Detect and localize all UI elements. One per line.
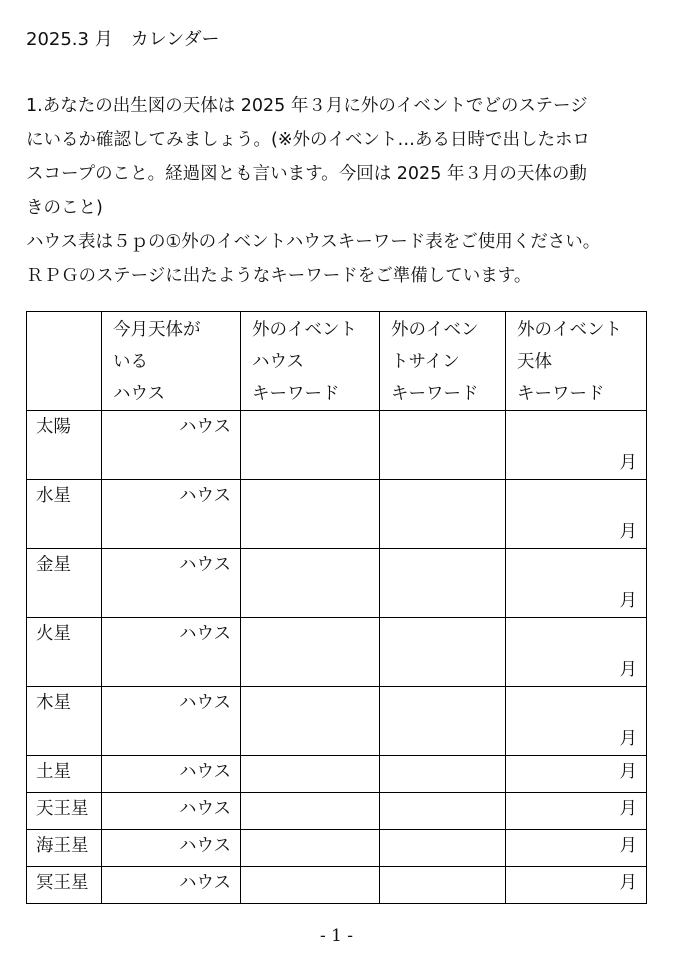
instruction-line: ハウス表は５ｐの①外のイベントハウスキーワード表をご使用ください。 [26,232,601,252]
table-row-jupiter [27,687,647,756]
header-line: 天体 [517,352,552,372]
house-keyword-field[interactable] [241,549,380,618]
sign-keyword-field[interactable] [380,687,506,756]
instruction-line: にいるか確認してみましょう。(※外のイベント…ある日時で出したホロ [26,130,590,150]
house-entry-field[interactable]: ハウス [102,549,241,618]
header-line: 外のイベント [517,320,622,340]
instruction-line: ＲＰＧのステージに出たようなキーワードをご準備しています。 [26,266,532,286]
sign-keyword-field[interactable] [380,793,506,830]
house-entry-field[interactable]: ハウス [102,618,241,687]
header-line: ハウス [252,352,304,372]
table-row-mars [27,618,647,687]
planet-name: 冥王星 [27,867,102,904]
planet-name: 火星 [27,618,102,687]
planet-keyword-field[interactable]: 月 [506,549,647,618]
header-house-keyword [241,312,380,411]
planet-keyword-field[interactable]: 月 [506,480,647,549]
house-entry-field[interactable]: ハウス [102,793,241,830]
sign-keyword-field[interactable] [380,480,506,549]
header-line: 外のイベン [391,320,479,340]
sign-keyword-field[interactable] [380,549,506,618]
planet-keyword-field[interactable]: 月 [506,867,647,904]
house-keyword-field[interactable] [241,618,380,687]
house-entry-field[interactable]: ハウス [102,756,241,793]
planet-keyword-field[interactable]: 月 [506,411,647,480]
header-planet-column [27,312,102,411]
sign-keyword-field[interactable] [380,756,506,793]
header-current-house [102,312,241,411]
table-row-pluto [27,867,647,904]
header-line: いる [113,352,148,372]
house-keyword-field[interactable] [241,793,380,830]
planet-name: 木星 [27,687,102,756]
instruction-line: 1.あなたの出生図の天体は 2025 年３月に外のイベントでどのステージ [26,96,588,116]
planet-name: 水星 [27,480,102,549]
instruction-line: スコープのこと。経過図とも言います。今回は 2025 年３月の天体の動 [26,164,587,184]
header-line: ハウス [113,384,165,404]
header-sign-keyword [380,312,506,411]
house-entry-field[interactable]: ハウス [102,480,241,549]
page-title: 2025.3 月 カレンダー [26,29,220,50]
transit-worksheet-table [26,311,647,904]
table-row-uranus [27,793,647,830]
planet-keyword-field[interactable]: 月 [506,793,647,830]
planet-name: 海王星 [27,830,102,867]
sign-keyword-field[interactable] [380,830,506,867]
table-row-saturn [27,756,647,793]
table-row-neptune [27,830,647,867]
planet-keyword-field[interactable]: 月 [506,687,647,756]
planet-name: 土星 [27,756,102,793]
planet-name: 金星 [27,549,102,618]
header-line: キーワード [252,384,340,404]
house-keyword-field[interactable] [241,687,380,756]
header-line: 外のイベント [252,320,357,340]
house-entry-field[interactable]: ハウス [102,687,241,756]
planet-keyword-field[interactable]: 月 [506,756,647,793]
house-keyword-field[interactable] [241,756,380,793]
house-entry-field[interactable]: ハウス [102,411,241,480]
house-entry-field[interactable]: ハウス [102,830,241,867]
header-line: キーワード [517,384,605,404]
table-row-mercury [27,480,647,549]
sign-keyword-field[interactable] [380,867,506,904]
planet-name: 太陽 [27,411,102,480]
table-header-row [27,312,647,411]
instructions-text [26,89,648,293]
header-line: キーワード [391,384,479,404]
table-row-venus [27,549,647,618]
table-row-sun [27,411,647,480]
house-keyword-field[interactable] [241,867,380,904]
house-keyword-field[interactable] [241,830,380,867]
header-line: 今月天体が [113,320,201,340]
planet-keyword-field[interactable]: 月 [506,830,647,867]
house-entry-field[interactable]: ハウス [102,867,241,904]
header-planet-keyword [506,312,647,411]
instruction-line: きのこと) [26,198,103,218]
planet-keyword-field[interactable]: 月 [506,618,647,687]
page-number: - 1 - [319,926,354,946]
planet-name: 天王星 [27,793,102,830]
house-keyword-field[interactable] [241,411,380,480]
sign-keyword-field[interactable] [380,618,506,687]
house-keyword-field[interactable] [241,480,380,549]
header-line: トサイン [391,352,460,372]
sign-keyword-field[interactable] [380,411,506,480]
